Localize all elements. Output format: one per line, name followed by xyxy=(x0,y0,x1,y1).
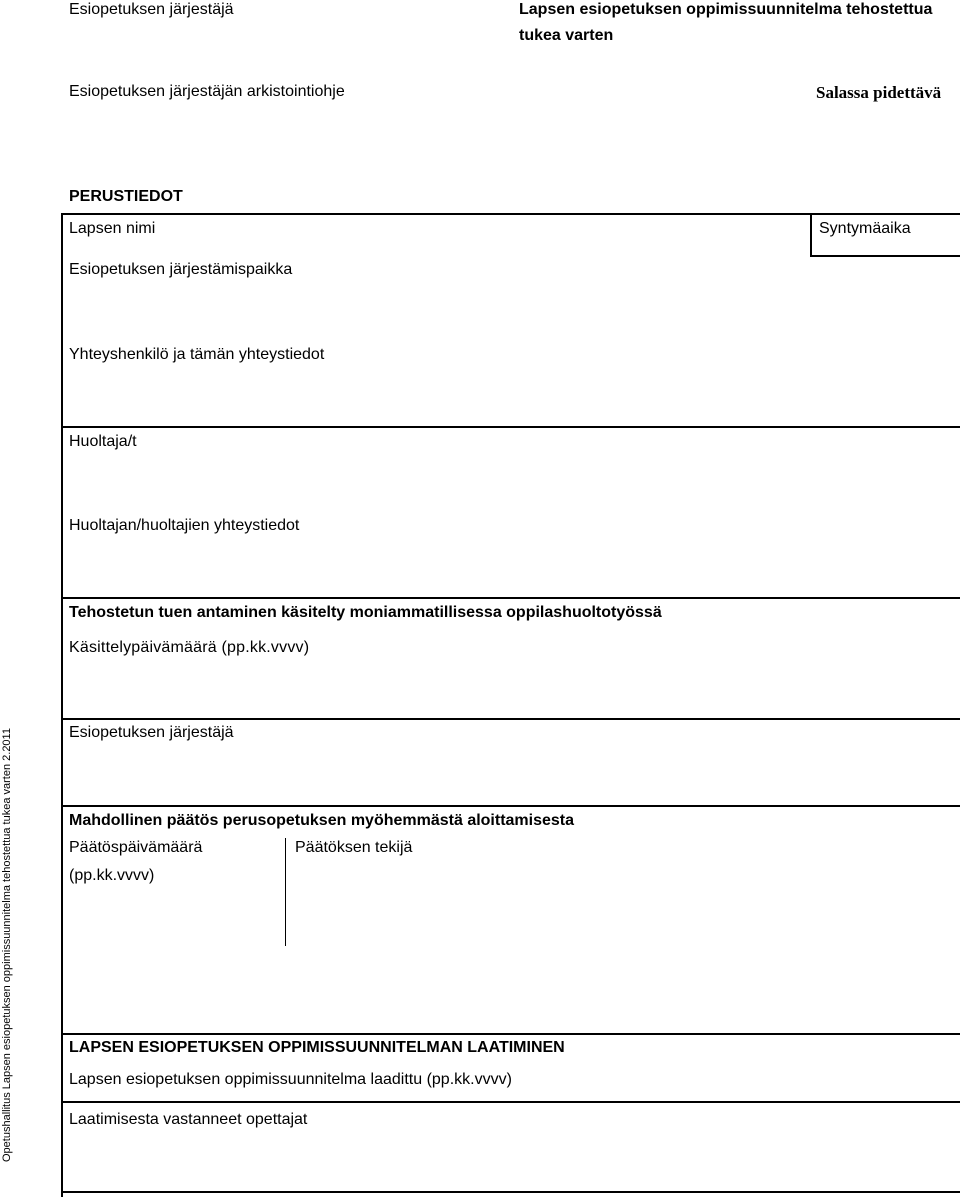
birthdate-label: Syntymäaika xyxy=(819,220,911,237)
processing-date-label: Käsittelypäivämäärä (pp.kk.vvvv) xyxy=(69,639,310,656)
organizer-header-label: Esiopetuksen järjestäjä xyxy=(69,1,234,18)
support-organizer-label: Esiopetuksen järjestäjä xyxy=(69,724,234,741)
archive-instruction: Esiopetuksen järjestäjän arkistointiohje xyxy=(69,83,345,100)
confidential-label: Salassa pidettävä xyxy=(816,83,942,102)
teachers-top-line xyxy=(62,1101,960,1103)
support-top-line xyxy=(62,597,960,599)
document-title-line2: tukea varten xyxy=(519,27,614,44)
form-border-bottom xyxy=(62,1191,960,1193)
basic-info-heading: PERUSTIEDOT xyxy=(69,188,183,205)
decision-date-label-line2: (pp.kk.vvvv) xyxy=(69,867,155,884)
guardian-contacts-label: Huoltajan/huoltajien yhteystiedot xyxy=(69,517,300,534)
child-name-label: Lapsen nimi xyxy=(69,220,156,237)
birthdate-bottom-line xyxy=(810,255,960,257)
support-heading: Tehostetun tuen antaminen käsitelty moniammatillisessa oppilashuoltotyössä xyxy=(69,604,662,621)
document-title-line1: Lapsen esiopetuksen oppimissuunnitelma tehostettua xyxy=(519,1,933,18)
birthdate-divider xyxy=(810,213,812,255)
location-label: Esiopetuksen järjestämispaikka xyxy=(69,261,293,278)
decision-date-label-line1: Päätöspäivämäärä xyxy=(69,839,203,856)
decision-heading: Mahdollinen päätös perusopetuksen myöhemmästä aloittamisesta xyxy=(69,812,575,829)
guardians-top-line xyxy=(62,426,960,428)
guardians-label: Huoltaja/t xyxy=(69,433,137,450)
form-border-left xyxy=(61,213,63,1197)
form-border-top xyxy=(62,213,960,215)
teachers-label: Laatimisesta vastanneet opettajat xyxy=(69,1111,308,1128)
plan-top-line xyxy=(62,1033,960,1035)
side-footer-text: Opetushallitus Lapsen esiopetuksen oppimissuunnitelma tehostettua tukea varten 2.2011 xyxy=(1,728,13,1162)
decision-column-divider xyxy=(285,838,286,946)
decision-maker-label: Päätöksen tekijä xyxy=(295,839,413,856)
organizer-top-line xyxy=(62,718,960,720)
contact-person-label: Yhteyshenkilö ja tämän yhteystiedot xyxy=(69,346,325,363)
plan-date-label: Lapsen esiopetuksen oppimissuunnitelma laadittu (pp.kk.vvvv) xyxy=(69,1071,512,1088)
plan-heading: LAPSEN ESIOPETUKSEN OPPIMISSUUNNITELMAN LAATIMINEN xyxy=(69,1039,565,1056)
decision-top-line xyxy=(62,805,960,807)
